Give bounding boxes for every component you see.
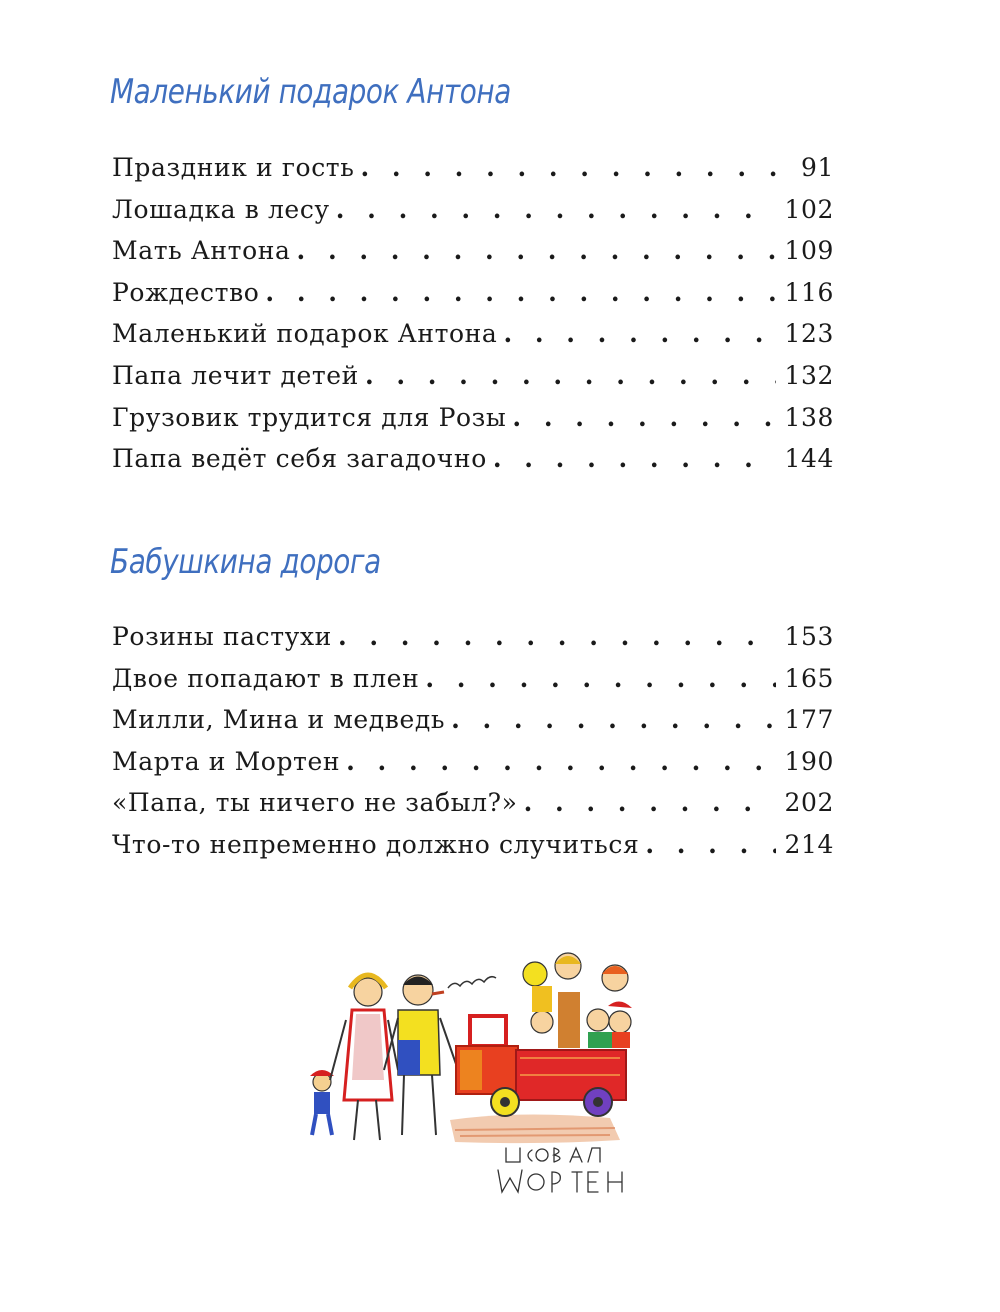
- toc-entry-title: Праздник и гость: [112, 153, 355, 182]
- toc-leader-dots: [365, 361, 777, 390]
- toc-entry[interactable]: [112, 153, 834, 195]
- toc-entry[interactable]: [112, 444, 834, 486]
- toc-page-number: 109: [784, 236, 834, 266]
- toc-entry[interactable]: [112, 705, 834, 747]
- toc-entry-title: Грузовик трудится для Розы: [112, 402, 507, 432]
- toc-page-number: 153: [784, 622, 834, 651]
- toc-leader-dots: [493, 444, 777, 473]
- toc-leader-dots: [524, 788, 777, 817]
- toc-leader-dots: [265, 278, 776, 307]
- toc-leader-dots: [451, 705, 776, 734]
- toc-entry[interactable]: [112, 622, 834, 664]
- toc-leader-dots: [338, 622, 777, 651]
- toc-entry-title: Маленький подарок Антона: [112, 319, 498, 349]
- toc-entry-title: Марта и Мортен: [112, 746, 341, 776]
- toc-page-number: 177: [784, 705, 834, 735]
- toc-page-number: 91: [800, 153, 834, 182]
- toc-page-number: 132: [784, 360, 834, 390]
- toc-entry-title: Милли, Мина и медведь: [112, 705, 446, 735]
- toc-entry[interactable]: [112, 747, 834, 789]
- toc-leader-dots: [297, 236, 777, 265]
- toc-entry[interactable]: [112, 195, 834, 237]
- toc-entry-title: Розины пастухи: [112, 622, 332, 651]
- toc-entry[interactable]: [112, 664, 834, 706]
- toc-entry-title: Папа ведёт себя загадочно: [112, 444, 487, 474]
- toc-entry[interactable]: [112, 830, 834, 872]
- toc-page-number: 138: [784, 402, 834, 432]
- section-title: Маленький подарок Антона: [110, 72, 511, 112]
- toc-list: [112, 622, 834, 872]
- toc-entry[interactable]: [112, 319, 834, 361]
- toc-entry-title: Мать Антона: [112, 236, 291, 266]
- toc-leader-dots: [346, 747, 776, 776]
- toc-entry[interactable]: [112, 361, 834, 403]
- toc-entry[interactable]: [112, 788, 834, 830]
- toc-page-number: 116: [784, 277, 834, 307]
- toc-leader-dots: [360, 153, 793, 182]
- toc-entry[interactable]: [112, 403, 834, 445]
- toc-leader-dots: [645, 830, 776, 859]
- toc-page-number: 102: [784, 194, 834, 224]
- toc-page-number: 190: [784, 746, 834, 776]
- toc-entry[interactable]: [112, 236, 834, 278]
- toc-page-number: 144: [784, 444, 834, 474]
- toc-entry-title: Двое попадают в плен: [112, 663, 420, 693]
- toc-page-number: 214: [784, 829, 834, 859]
- toc-entry-title: Рождество: [112, 277, 260, 307]
- toc-entry-title: Папа лечит детей: [112, 360, 359, 390]
- toc-entry-title: Лошадка в лесу: [112, 194, 330, 224]
- section-title: Бабушкина дорога: [110, 542, 381, 582]
- toc-leader-dots: [425, 664, 776, 693]
- toc-entry[interactable]: [112, 278, 834, 320]
- toc-page-number: 123: [784, 319, 834, 349]
- toc-list: [112, 153, 834, 486]
- toc-leader-dots: [336, 195, 777, 224]
- crayon-family-truck-drawing-icon: [280, 930, 680, 1210]
- toc-entry-title: «Папа, ты ничего не забыл?»: [112, 788, 518, 818]
- toc-entry-title: Что-то непременно должно случиться: [112, 829, 640, 859]
- toc-page-number: 165: [784, 663, 834, 693]
- toc-page-number: 202: [784, 788, 834, 818]
- toc-leader-dots: [512, 403, 776, 432]
- toc-leader-dots: [503, 319, 776, 348]
